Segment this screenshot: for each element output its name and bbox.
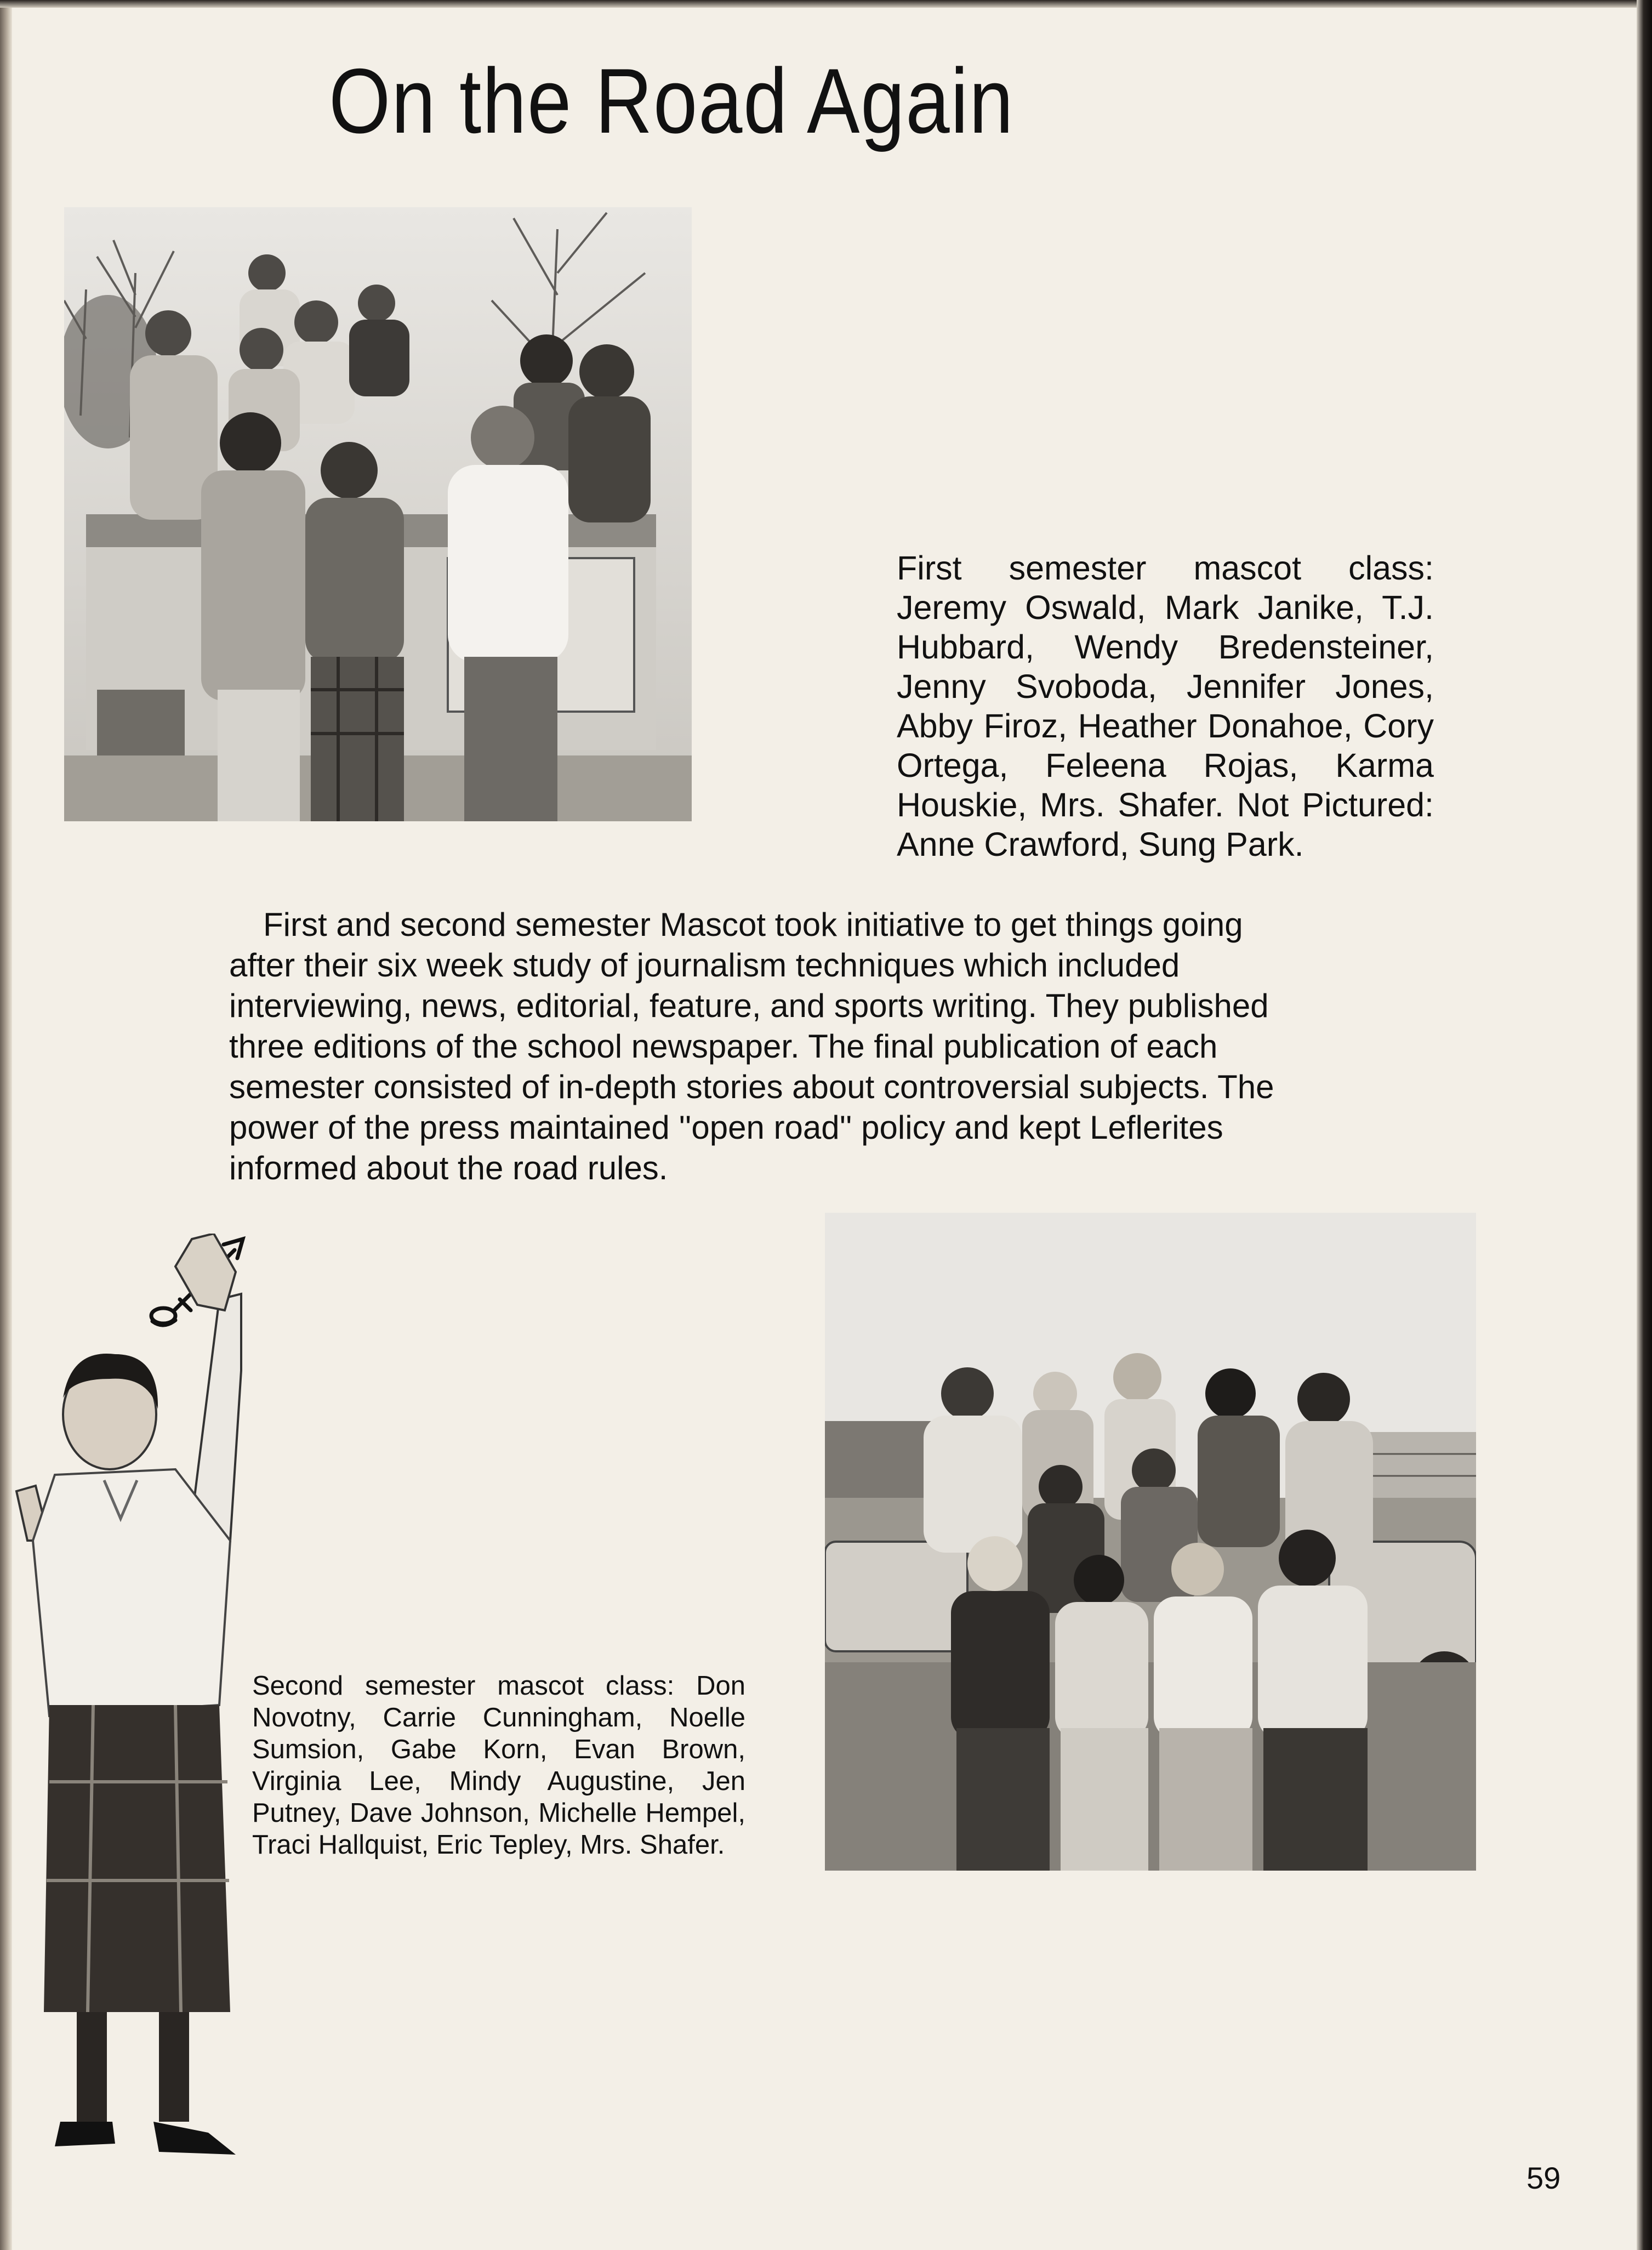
first-semester-photo-illustration (64, 207, 692, 821)
page-number: 59 (1526, 2161, 1561, 2195)
second-semester-caption: Second semester mascot class: Don Novotny, Carrie Cunningham, Noelle Sumsion, Gabe Korn, Evan Brown, Virginia Lee, Mindy Augustine, Jen Putney, Dave Johnson, Michelle Hempel, Traci Hallquist, Eric Tepley, Mrs. Shafer. (252, 1671, 745, 1860)
story-paragraph: First and second semester Mascot took initiative to get things going after their six week study of journalism techniques which included interviewing, news, editorial, feature, and sports writing. They published three editions of the school newspaper. The final publication of each semester consisted of in-depth stories about controversial subjects. The power of the press maintained ''open road'' policy and kept Leflerites informed about the road rules. (229, 906, 1274, 1186)
second-semester-class-photo (825, 1213, 1476, 1871)
second-semester-photo-illustration (825, 1213, 1476, 1871)
page-title: On the Road Again (329, 49, 1015, 152)
binding-edge (0, 0, 12, 2250)
top-edge (0, 0, 1652, 8)
first-semester-class-photo (64, 207, 692, 821)
right-page-edge (1637, 0, 1652, 2250)
first-semester-caption: First semester mascot class: Jeremy Oswald, Mark Janike, T.J. Hubbard, Wendy Bredensteiner, Jenny Svoboda, Jennifer Jones, Abby Firoz, Heather Donahoe, Cory Ortega, Feleena Rojas, Karma Houskie, Mrs. Shafer. Not Pictured: Anne Crawford, Sung Park. (897, 549, 1434, 863)
teacher-cutout-photo (11, 1234, 274, 2166)
